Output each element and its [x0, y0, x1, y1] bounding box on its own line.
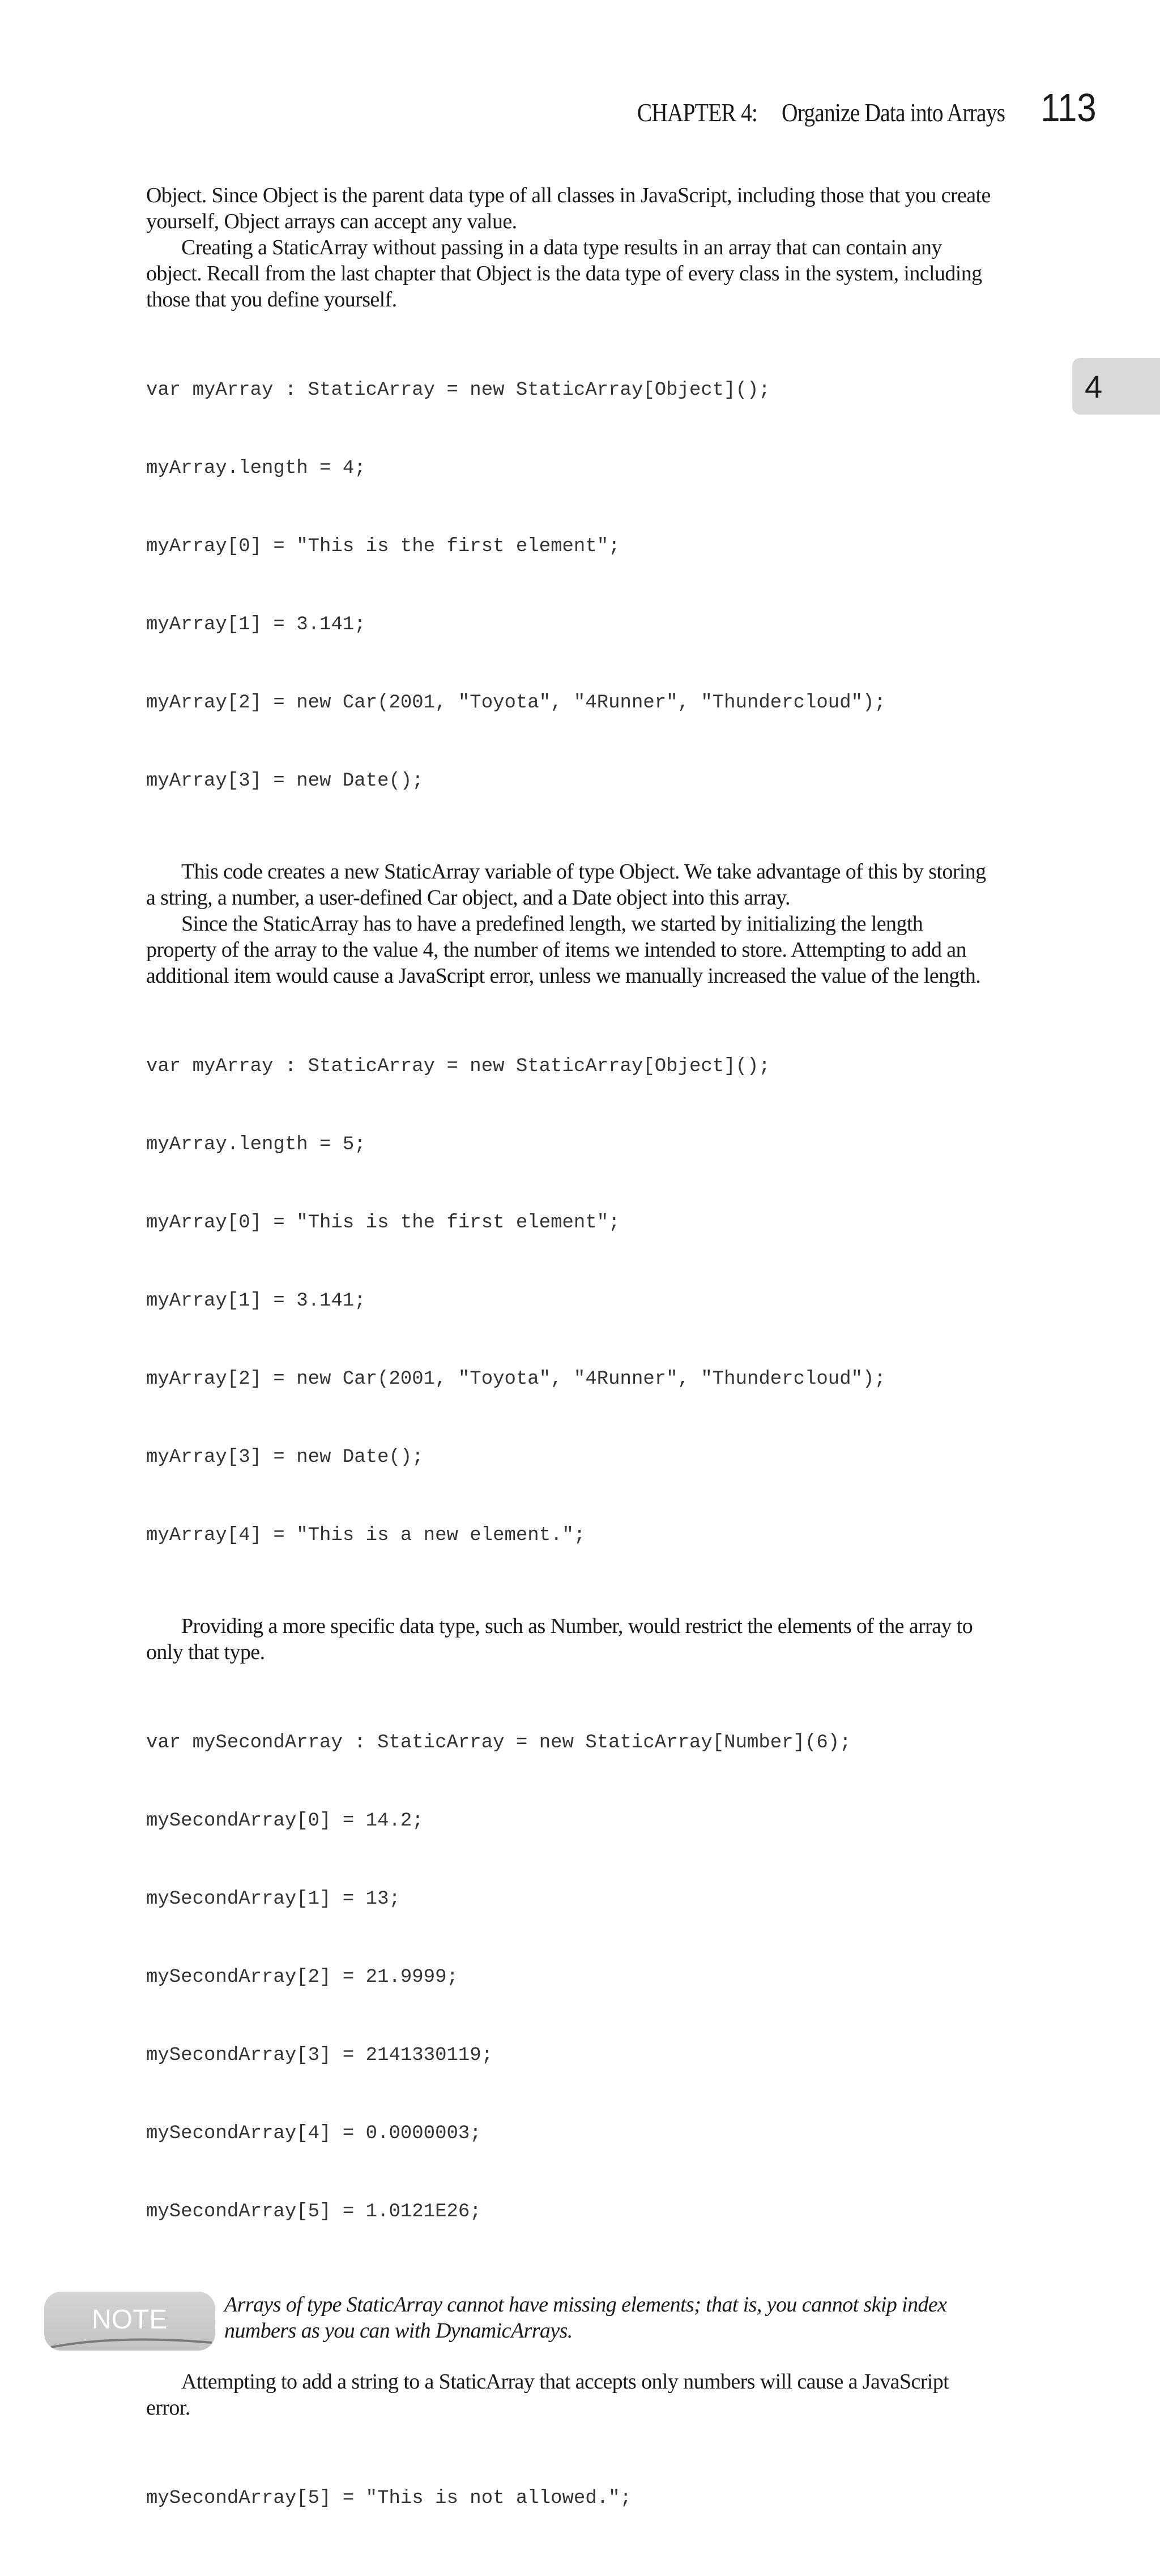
code-line: var mySecondArray : StaticArray = new StaticArray[Number](6);	[146, 1732, 851, 1754]
code-line: mySecondArray[5] = 1.0121E26;	[146, 2201, 481, 2223]
code-line: mySecondArray[0] = 14.2;	[146, 1810, 424, 1832]
chapter-number: CHAPTER 4:	[637, 98, 758, 127]
page-header	[577, 85, 1097, 130]
code-line: myArray[2] = new Car(2001, "Toyota", "4Runner", "Thundercloud");	[146, 1368, 886, 1390]
paragraph: Attempting to add a string to a StaticArray that accepts only numbers will cause a JavaScript error.	[146, 2370, 949, 2420]
paragraph: Providing a more specific data type, such as Number, would restrict the elements of the array to only that type.	[146, 1614, 973, 1664]
code-line: myArray[3] = new Date();	[146, 1447, 424, 1468]
code-line: myArray.length = 4;	[146, 458, 366, 479]
swoosh-icon	[50, 2334, 214, 2351]
code-block	[146, 1678, 996, 2277]
note-text: Arrays of type StaticArray cannot have missing elements; that is, you cannot skip index numbers as you can with DynamicArrays.	[224, 2293, 947, 2343]
page-body	[92, 182, 996, 2576]
code-line: myArray[3] = new Date();	[146, 770, 424, 792]
code-line: mySecondArray[5] = "This is not allowed.";	[146, 2488, 632, 2509]
code-line: mySecondArray[1] = 13;	[146, 1888, 400, 1910]
paragraph: Since the StaticArray has to have a predefined length, we started by initializing the length property of the array to the value 4, the number of items we intended to store. Attempting to add an additional item would cause a JavaScript error, unless we manually increased the value of the length.	[146, 912, 981, 988]
note-label: NOTE	[92, 2305, 168, 2335]
code-block	[146, 1001, 996, 1601]
code-block	[146, 325, 996, 846]
code-line: myArray.length = 5;	[146, 1134, 366, 1155]
paragraph: Object. Since Object is the parent data type of all classes in JavaScript, including those that you create yourself, Object arrays can accept any value.	[146, 184, 991, 233]
code-line: myArray[0] = "This is the first element";	[146, 536, 620, 557]
code-line: mySecondArray[4] = 0.0000003;	[146, 2123, 481, 2144]
chapter-title: Organize Data into Arrays	[782, 98, 1005, 127]
note-callout	[92, 2292, 996, 2354]
running-head	[637, 97, 1005, 127]
code-line: var myArray : StaticArray = new StaticArray[Object]();	[146, 1056, 770, 1077]
code-line: myArray[1] = 3.141;	[146, 614, 366, 636]
chapter-thumb-number: 4	[1085, 369, 1103, 404]
note-badge	[44, 2292, 215, 2351]
code-line: myArray[4] = "This is a new element.";	[146, 1525, 586, 1546]
code-line: myArray[2] = new Car(2001, "Toyota", "4Runner", "Thundercloud");	[146, 692, 886, 714]
code-line: var myArray : StaticArray = new StaticArray[Object]();	[146, 379, 770, 401]
code-block	[146, 2433, 996, 2564]
paragraph: This code creates a new StaticArray variable of type Object. We take advantage of this by storing a string, a number, a user-defined Car object, and a Date object into this array.	[146, 860, 986, 910]
paragraph: Creating a StaticArray without passing in a data type results in an array that can contain any object. Recall from the last chapter that Object is the data type of every class in the system, including those that you define yourself.	[146, 236, 982, 312]
code-line: mySecondArray[2] = 21.9999;	[146, 1967, 458, 1988]
page-number: 113	[1040, 86, 1097, 130]
code-line: myArray[1] = 3.141;	[146, 1290, 366, 1312]
code-line: myArray[0] = "This is the first element";	[146, 1212, 620, 1234]
chapter-thumb-tab	[1072, 358, 1160, 415]
code-line: mySecondArray[3] = 2141330119;	[146, 2045, 493, 2066]
